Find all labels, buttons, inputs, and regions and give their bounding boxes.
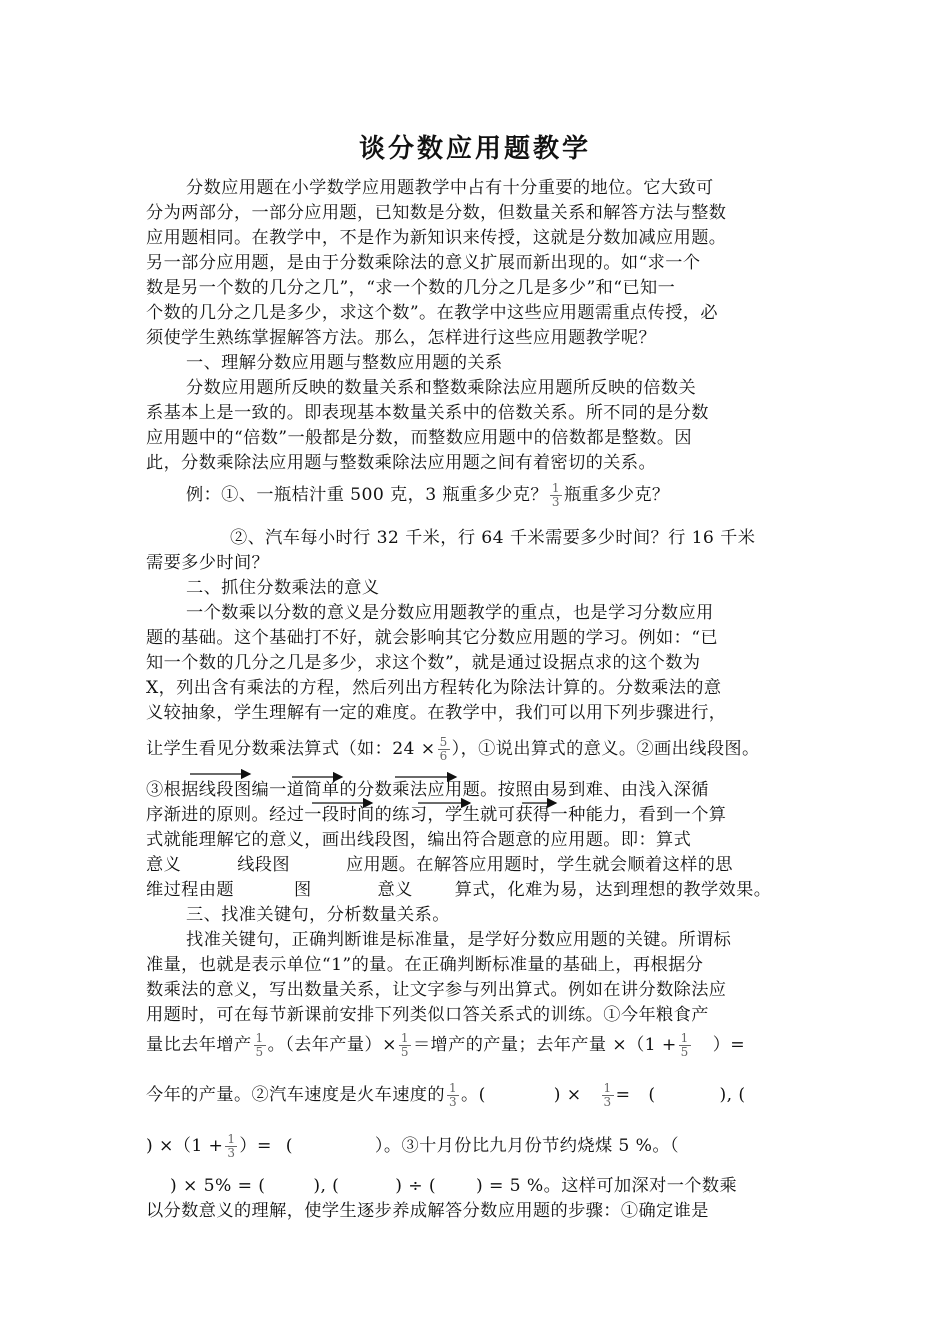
- paragraph-line: 一个数乘以分数的意义是分数应用题教学的重点，也是学习分数应用: [186, 603, 714, 623]
- line-text: ），①说出算式的意义。②画出线段图。: [451, 739, 760, 759]
- paragraph-line: 分数应用题在小学数学应用题教学中占有十分重要的地位。它大致可: [186, 178, 714, 198]
- paragraph-line: 以分数意义的理解，使学生逐步养成解答分数应用题的步骤：①确定谁是: [146, 1201, 709, 1221]
- equation-text: ）。③十月份比九月份节约烧煤 5 %。（: [374, 1136, 679, 1156]
- section-heading: 三、找准关键句，分析数量关系。: [186, 905, 450, 925]
- equation-text: =: [615, 1085, 631, 1105]
- fraction-denominator: 5: [255, 1045, 264, 1059]
- paragraph-line: 系基本上是一致的。即表现基本数量关系中的倍数关系。所不同的是分数: [146, 403, 709, 423]
- line-text: 让学生看见分数乘法算式（如：24 ×: [146, 739, 436, 759]
- paragraph-line: 数乘法的意义，写出数量关系，让文字参与列出算式。例如在讲分数除法应: [146, 980, 727, 1000]
- paragraph-line: 此，分数乘除法应用题与整数乘除法应用题之间有着密切的关系。: [146, 453, 657, 473]
- paragraph-line: 找准关键句，正确判断谁是标准量，是学好分数应用题的关键。所谓标: [186, 930, 732, 950]
- section-heading: 一、理解分数应用题与整数应用题的关系: [186, 353, 503, 373]
- fraction-numerator: 1: [680, 1031, 689, 1045]
- paragraph-line: X，列出含有乘法的方程，然后列出方程转化为除法计算的。分数乘法的意: [146, 678, 722, 698]
- fraction-denominator: 3: [551, 495, 560, 509]
- paragraph-line: 用题时，可在每节新课前安排下列类似口答关系式的训练。①今年粮食产: [146, 1005, 709, 1025]
- paragraph-line: 题的基础。这个基础打不好，就会影响其它分数应用题的学习。例如：“已: [146, 628, 718, 648]
- equation-text: 。（去年产量）×: [267, 1035, 397, 1055]
- fraction-numerator: 1: [449, 1081, 458, 1095]
- fraction-numerator: 1: [551, 481, 560, 495]
- fraction-denominator: 6: [439, 749, 448, 763]
- fraction-denominator: 3: [227, 1146, 236, 1160]
- equation-text: (: [648, 1085, 656, 1105]
- paragraph-line: 另一部分应用题，是由于分数乘除法的意义扩展而新出现的。如“求一个: [146, 253, 701, 273]
- equation-text: (: [285, 1136, 293, 1156]
- example-line: ②、汽车每小时行 32 千米，行 64 千米需要多少时间？行 16 千米: [230, 528, 756, 548]
- flow-text: 算式，化难为易，达到理想的教学效果。: [454, 880, 772, 900]
- fraction-denominator: 5: [680, 1045, 689, 1059]
- flow-step: 意义: [377, 880, 413, 900]
- paragraph-line: 知一个数的几分之几是多少，求这个数”，就是通过设据点求的这个数为: [146, 653, 701, 673]
- example-text: 例：①、一瓶桔汁重 500 克，3 瓶重多少克？: [186, 485, 548, 505]
- fraction-denominator: 5: [400, 1045, 409, 1059]
- flow-step: 图: [293, 880, 312, 900]
- paragraph-line: 个数的几分之几是多少，求这个数”。在教学中这些应用题需重点传授，必: [146, 303, 718, 323]
- paragraph-line: 义较抽象，学生理解有一定的难度。在教学中，我们可以用下列步骤进行，: [146, 703, 727, 723]
- fraction-denominator: 3: [603, 1095, 612, 1109]
- equation-text: ) = 5 %。这样可加深对一个数乘: [476, 1176, 738, 1196]
- paragraph-line: ③根据线段图编一道简单的分数乘法应用题。按照由易到难、由浅入深循: [146, 780, 709, 800]
- equation-text: ) ×: [553, 1085, 582, 1105]
- flow-step: 线段图: [237, 855, 290, 875]
- fraction-numerator: 1: [255, 1031, 264, 1045]
- paragraph-line: 准量，也就是表示单位“1”的量。在正确判断标准量的基础上，再根据分: [146, 955, 704, 975]
- equation-text: ＝增产的产量；去年产量 ×（1 +: [412, 1035, 677, 1055]
- paragraph-line: 分为两部分，一部分应用题，已知数是分数，但数量关系和解答方法与整数: [146, 203, 727, 223]
- equation-text: ) ×（1 +: [146, 1136, 224, 1156]
- paragraph-line: 分数应用题所反映的数量关系和整数乘除法应用题所反映的倍数关: [186, 378, 697, 398]
- flow-text: 应用题。在解答应用题时，学生就会顺着这样的思: [345, 855, 733, 875]
- equation-text: 。(: [461, 1085, 486, 1105]
- equation-text: 今年的产量。②汽车速度是火车速度的: [146, 1085, 445, 1105]
- example-line: 需要多少时间？: [146, 553, 270, 573]
- paragraph-line: 式就能理解它的意义，画出线段图，编出符合题意的应用题。即：算式: [146, 830, 692, 850]
- equation-text: ), (: [719, 1085, 746, 1105]
- equation-text: ) ÷ (: [395, 1176, 437, 1196]
- paragraph-line: 应用题相同。在教学中，不是作为新知识来传授，这就是分数加减应用题。: [146, 228, 727, 248]
- flow-step: 维过程由题: [146, 880, 234, 900]
- paragraph-line: 数是另一个数的几分之几”，“求一个数的几分之几是多少”和“已知一: [146, 278, 676, 298]
- section-heading: 二、抓住分数乘法的意义: [186, 578, 380, 598]
- example-text: 瓶重多少克？: [563, 485, 670, 505]
- fraction-numerator: 5: [439, 735, 448, 749]
- equation-text: ), (: [313, 1176, 340, 1196]
- fraction-numerator: 1: [400, 1031, 409, 1045]
- paragraph-line: 须使学生熟练掌握解答方法。那么，怎样进行这些应用题教学呢？: [146, 328, 657, 348]
- equation-text: ) × 5% = (: [170, 1176, 266, 1196]
- fraction-denominator: 3: [449, 1095, 458, 1109]
- paragraph-line: 序渐进的原则。经过一段时间的练习，学生就可获得一种能力，看到一个算: [146, 805, 727, 825]
- paragraph-line: 应用题中的“倍数”一般都是分数，而整数应用题中的倍数都是整数。因: [146, 428, 693, 448]
- equation-text: ）=: [239, 1136, 272, 1156]
- flow-step: 意义: [146, 855, 182, 875]
- fraction-numerator: 1: [227, 1132, 236, 1146]
- page-title: 谈分数应用题教学: [358, 134, 591, 164]
- equation-text: ）=: [712, 1035, 746, 1055]
- equation-text: 量比去年增产: [146, 1035, 252, 1055]
- fraction-numerator: 1: [603, 1081, 612, 1095]
